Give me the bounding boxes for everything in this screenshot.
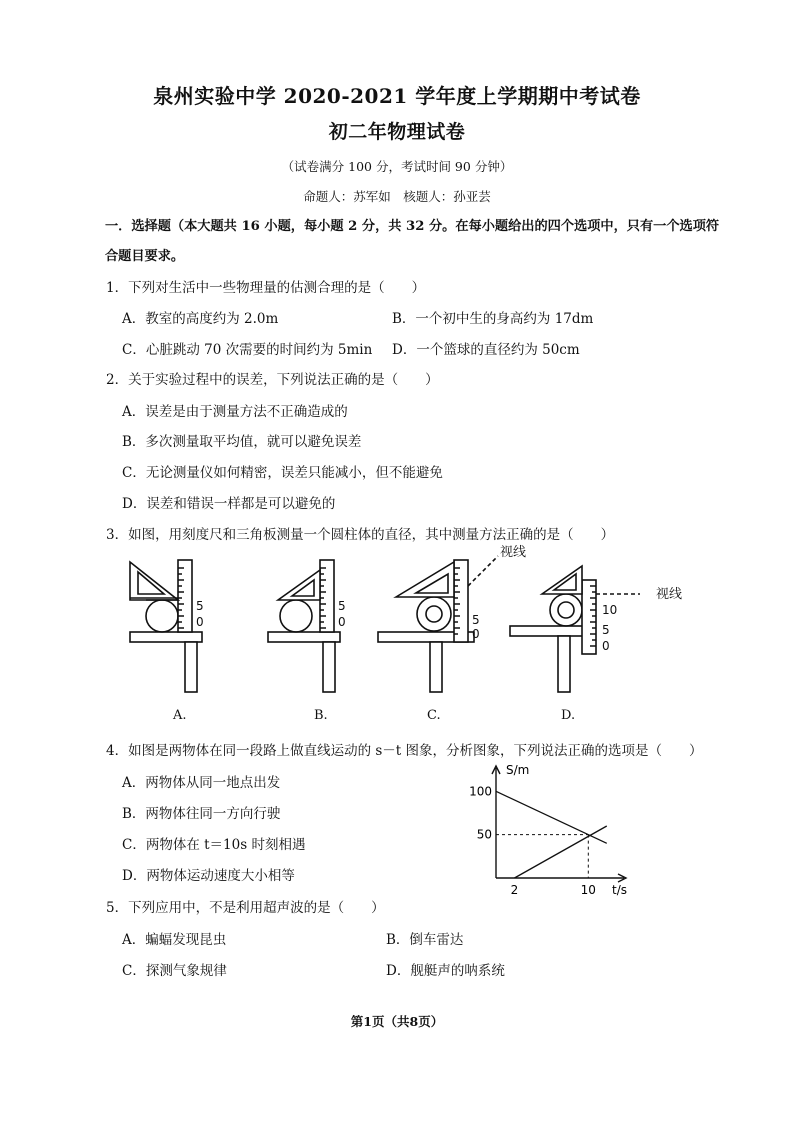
- figure-b: [268, 560, 340, 692]
- figure-d-leg: [558, 636, 570, 692]
- y-axis-label: S/m: [506, 763, 530, 777]
- figure-b-table: [268, 632, 340, 642]
- question-2-option-c: C．无论测量仪如何精密，误差只能减小，但不能避免: [122, 465, 443, 481]
- series-line-2: [514, 826, 606, 878]
- exam-subtitle: 初二年物理试卷: [328, 121, 466, 143]
- question-5-option-d: D．舰艇声的呐系统: [386, 963, 505, 979]
- question-4-option-b: B．两物体往同一方向行驶: [122, 806, 281, 822]
- figure-a-table: [130, 632, 202, 642]
- figure-c-ruler: [454, 560, 468, 642]
- question-2-stem: 2．关于实验过程中的误差，下列说法正确的是（ ）: [106, 372, 439, 388]
- question-4-stem: 4．如图是两物体在同一段路上做直线运动的 s－t 图象，分析图象，下列说法正确的选项是（ ）: [106, 743, 703, 759]
- question-5-option-a: A．蝙蝠发现昆虫: [122, 932, 227, 948]
- st-chart: [470, 760, 630, 895]
- figure-c-tick-5: 5: [472, 613, 480, 627]
- figure-c-sight-label: 视线: [500, 545, 527, 560]
- figure-b-leg: [323, 642, 335, 692]
- figure-a: [130, 560, 202, 692]
- q3-figures: [100, 540, 720, 705]
- figure-b-tick-0: 0: [338, 615, 346, 629]
- figure-a-cylinder: [146, 600, 178, 632]
- figure-d-tick-10: 10: [602, 603, 618, 617]
- question-1-option-a: A．教室的高度约为 2.0m: [122, 311, 279, 327]
- question-4-option-d: D．两物体运动速度大小相等: [122, 868, 295, 884]
- figure-c-sight-line: [468, 556, 498, 586]
- x-tick-label: 2: [510, 883, 519, 897]
- x-axis-label: t/s: [612, 883, 627, 897]
- question-1-option-d: D．一个篮球的直径约为 50cm: [392, 342, 580, 358]
- page-number: 第1页（共8页）: [350, 1014, 444, 1029]
- exam-authors: 命题人：苏军如 核题人：孙亚芸: [303, 189, 491, 204]
- figure-d-sight-label: 视线: [656, 587, 683, 602]
- question-1-option-c: C．心脏跳动 70 次需要的时间约为 5min: [122, 342, 373, 358]
- figure-d-ruler: [582, 580, 596, 654]
- y-tick-label: 100: [469, 784, 492, 799]
- exam-info: （试卷满分 100 分，考试时间 90 分钟）: [281, 159, 513, 174]
- figure-c-cylinder: [417, 597, 451, 631]
- figure-a-tick-0: 0: [196, 615, 204, 629]
- y-tick-label: 50: [476, 827, 492, 842]
- figure-c-tick-0: 0: [472, 627, 480, 641]
- exam-title: 泉州实验中学 2020-2021 学年度上学期期中考试卷: [153, 84, 641, 108]
- figure-a-caption: A.: [173, 708, 187, 723]
- question-4-option-a: A．两物体从同一地点出发: [122, 775, 281, 791]
- figure-d-cylinder: [550, 594, 582, 626]
- question-2-option-a: A．误差是由于测量方法不正确造成的: [122, 404, 348, 420]
- figure-a-tick-5: 5: [196, 599, 204, 613]
- figure-d-tick-5: 5: [602, 623, 610, 637]
- figure-c-triangle: [396, 562, 454, 597]
- figure-d: [510, 566, 640, 692]
- x-tick-label: 10: [580, 883, 596, 897]
- figure-d-tick-0: 0: [602, 639, 610, 653]
- question-5-option-c: C．探测气象规律: [122, 963, 227, 979]
- figure-c-leg: [430, 642, 442, 692]
- question-4-option-c: C．两物体在 t＝10s 时刻相遇: [122, 837, 306, 853]
- question-5-stem: 5．下列应用中，不是利用超声波的是（ ）: [106, 900, 385, 916]
- figure-d-caption: D.: [561, 708, 576, 723]
- figure-c: [378, 556, 498, 692]
- question-2-option-d: D．误差和错误一样都是可以避免的: [122, 496, 336, 512]
- question-3-stem: 3．如图，用刻度尺和三角板测量一个圆柱体的直径，其中测量方法正确的是（ ）: [106, 527, 615, 543]
- figure-b-tick-5: 5: [338, 599, 346, 613]
- question-1-stem: 1．下列对生活中一些物理量的估测合理的是（ ）: [106, 280, 426, 296]
- figure-b-caption: B.: [314, 708, 328, 723]
- question-1-option-b: B．一个初中生的身高约为 17dm: [392, 311, 594, 327]
- section-intro-line1: 一．选择题（本大题共 16 小题，每小题 2 分，共 32 分。在每小题给出的四个选项中，只有一个选项符: [105, 219, 720, 234]
- question-2-option-b: B．多次测量取平均值，就可以避免误差: [122, 434, 362, 450]
- figure-c-caption: C.: [427, 708, 441, 723]
- figure-b-cylinder: [280, 600, 312, 632]
- figure-a-leg: [185, 642, 197, 692]
- section-intro-line2: 合题目要求。: [105, 249, 185, 264]
- question-5-option-b: B．倒车雷达: [386, 932, 464, 948]
